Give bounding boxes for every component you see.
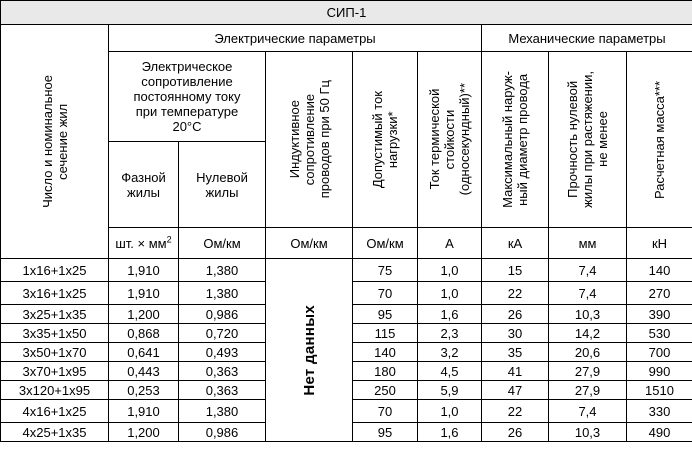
cell-mass: 270 [627,282,692,305]
cell-mass: 990 [627,362,692,381]
cell-strength: 10,3 [549,305,627,324]
table-row [1,259,692,282]
cell-cores: 4х25+1х35 [1,423,109,442]
cell-thermal: 2,3 [418,324,482,343]
neutral-core-header: Нулевой жилы [179,142,266,228]
unit-diameter: мм [549,228,627,259]
cell-phase: 1,910 [109,259,179,282]
cell-phase: 0,443 [109,362,179,381]
cell-diameter: 26 [482,305,549,324]
phase-core-header: Фазной жилы [109,142,179,228]
cell-phase: 1,200 [109,305,179,324]
cell-cores: 3х25+1х35 [1,305,109,324]
mass-header: Расчетная масса*** [627,52,692,228]
cell-thermal: 1,6 [418,423,482,442]
cell-strength: 14,2 [549,324,627,343]
no-data-cell: Нет данных [266,259,353,442]
cell-current: 140 [353,343,418,362]
cell-neutral: 1,380 [179,259,266,282]
cell-current: 70 [353,400,418,423]
thermal-header: Ток термической стойкости (односекундный)** [418,52,482,228]
unit-strength: кН [627,228,692,259]
cell-neutral: 0,363 [179,381,266,400]
cell-phase: 1,910 [109,400,179,423]
cell-cores: 3х120+1х95 [1,381,109,400]
cell-neutral: 0,363 [179,362,266,381]
cell-diameter: 30 [482,324,549,343]
cell-diameter: 41 [482,362,549,381]
cell-current: 95 [353,305,418,324]
inductive-header: Индуктивное сопротивление проводов при 50 Гц [266,52,353,228]
cell-diameter: 22 [482,400,549,423]
cell-strength: 27,9 [549,381,627,400]
cell-strength: 7,4 [549,282,627,305]
cell-current: 180 [353,362,418,381]
cell-phase: 0,253 [109,381,179,400]
cell-diameter: 35 [482,343,549,362]
unit-phase: Ом/км [179,228,266,259]
resistance-header: Электрическое сопротивление постоянному току при температуре 20°С [109,52,266,142]
cell-neutral: 0,986 [179,423,266,442]
cell-mass: 530 [627,324,692,343]
cell-thermal: 1,0 [418,282,482,305]
cell-phase: 0,868 [109,324,179,343]
cell-current: 250 [353,381,418,400]
cores-header: Число и номинальное сечение жил [1,25,109,259]
current-header: Допустимый ток нагрузки* [353,52,418,228]
cell-mass: 490 [627,423,692,442]
cell-diameter: 47 [482,381,549,400]
cell-mass: 140 [627,259,692,282]
strength-header: Прочность нулевой жилы при растяжении, не менее [549,52,627,228]
cell-phase: 0,641 [109,343,179,362]
cell-mass: 1510 [627,381,692,400]
cell-current: 75 [353,259,418,282]
mechanical-params-header: Механические параметры [482,25,692,52]
unit-current: А [418,228,482,259]
unit-inductive: Ом/км [353,228,418,259]
cell-cores: 3х70+1х95 [1,362,109,381]
cell-cores: 3х16+1х25 [1,282,109,305]
cell-phase: 1,200 [109,423,179,442]
cell-current: 95 [353,423,418,442]
cell-neutral: 0,986 [179,305,266,324]
cell-cores: 4х16+1х25 [1,400,109,423]
cell-thermal: 1,0 [418,400,482,423]
cell-mass: 390 [627,305,692,324]
cell-diameter: 22 [482,282,549,305]
cell-mass: 700 [627,343,692,362]
cell-phase: 1,910 [109,282,179,305]
electrical-params-header: Электрические параметры [109,25,482,52]
cell-cores: 1х16+1х25 [1,259,109,282]
cell-thermal: 5,9 [418,381,482,400]
cell-thermal: 1,6 [418,305,482,324]
cell-mass: 330 [627,400,692,423]
diameter-header: Максимальный наруж- ный диаметр провода [482,52,549,228]
cell-thermal: 3,2 [418,343,482,362]
cell-strength: 10,3 [549,423,627,442]
cell-thermal: 1,0 [418,259,482,282]
cell-strength: 20,6 [549,343,627,362]
cell-neutral: 1,380 [179,400,266,423]
unit-neutral: Ом/км [266,228,353,259]
cell-current: 70 [353,282,418,305]
table-title: СИП-1 [1,1,692,25]
cell-strength: 27,9 [549,362,627,381]
cell-diameter: 15 [482,259,549,282]
cell-diameter: 26 [482,423,549,442]
cell-strength: 7,4 [549,259,627,282]
unit-cores: шт. × $мм^2$ [109,228,179,259]
cell-strength: 7,4 [549,400,627,423]
cell-neutral: 0,720 [179,324,266,343]
cell-thermal: 4,5 [418,362,482,381]
cell-neutral: 1,380 [179,282,266,305]
cell-current: 115 [353,324,418,343]
cell-cores: 3х50+1х70 [1,343,109,362]
cell-neutral: 0,493 [179,343,266,362]
unit-thermal: кА [482,228,549,259]
cell-cores: 3х35+1х50 [1,324,109,343]
